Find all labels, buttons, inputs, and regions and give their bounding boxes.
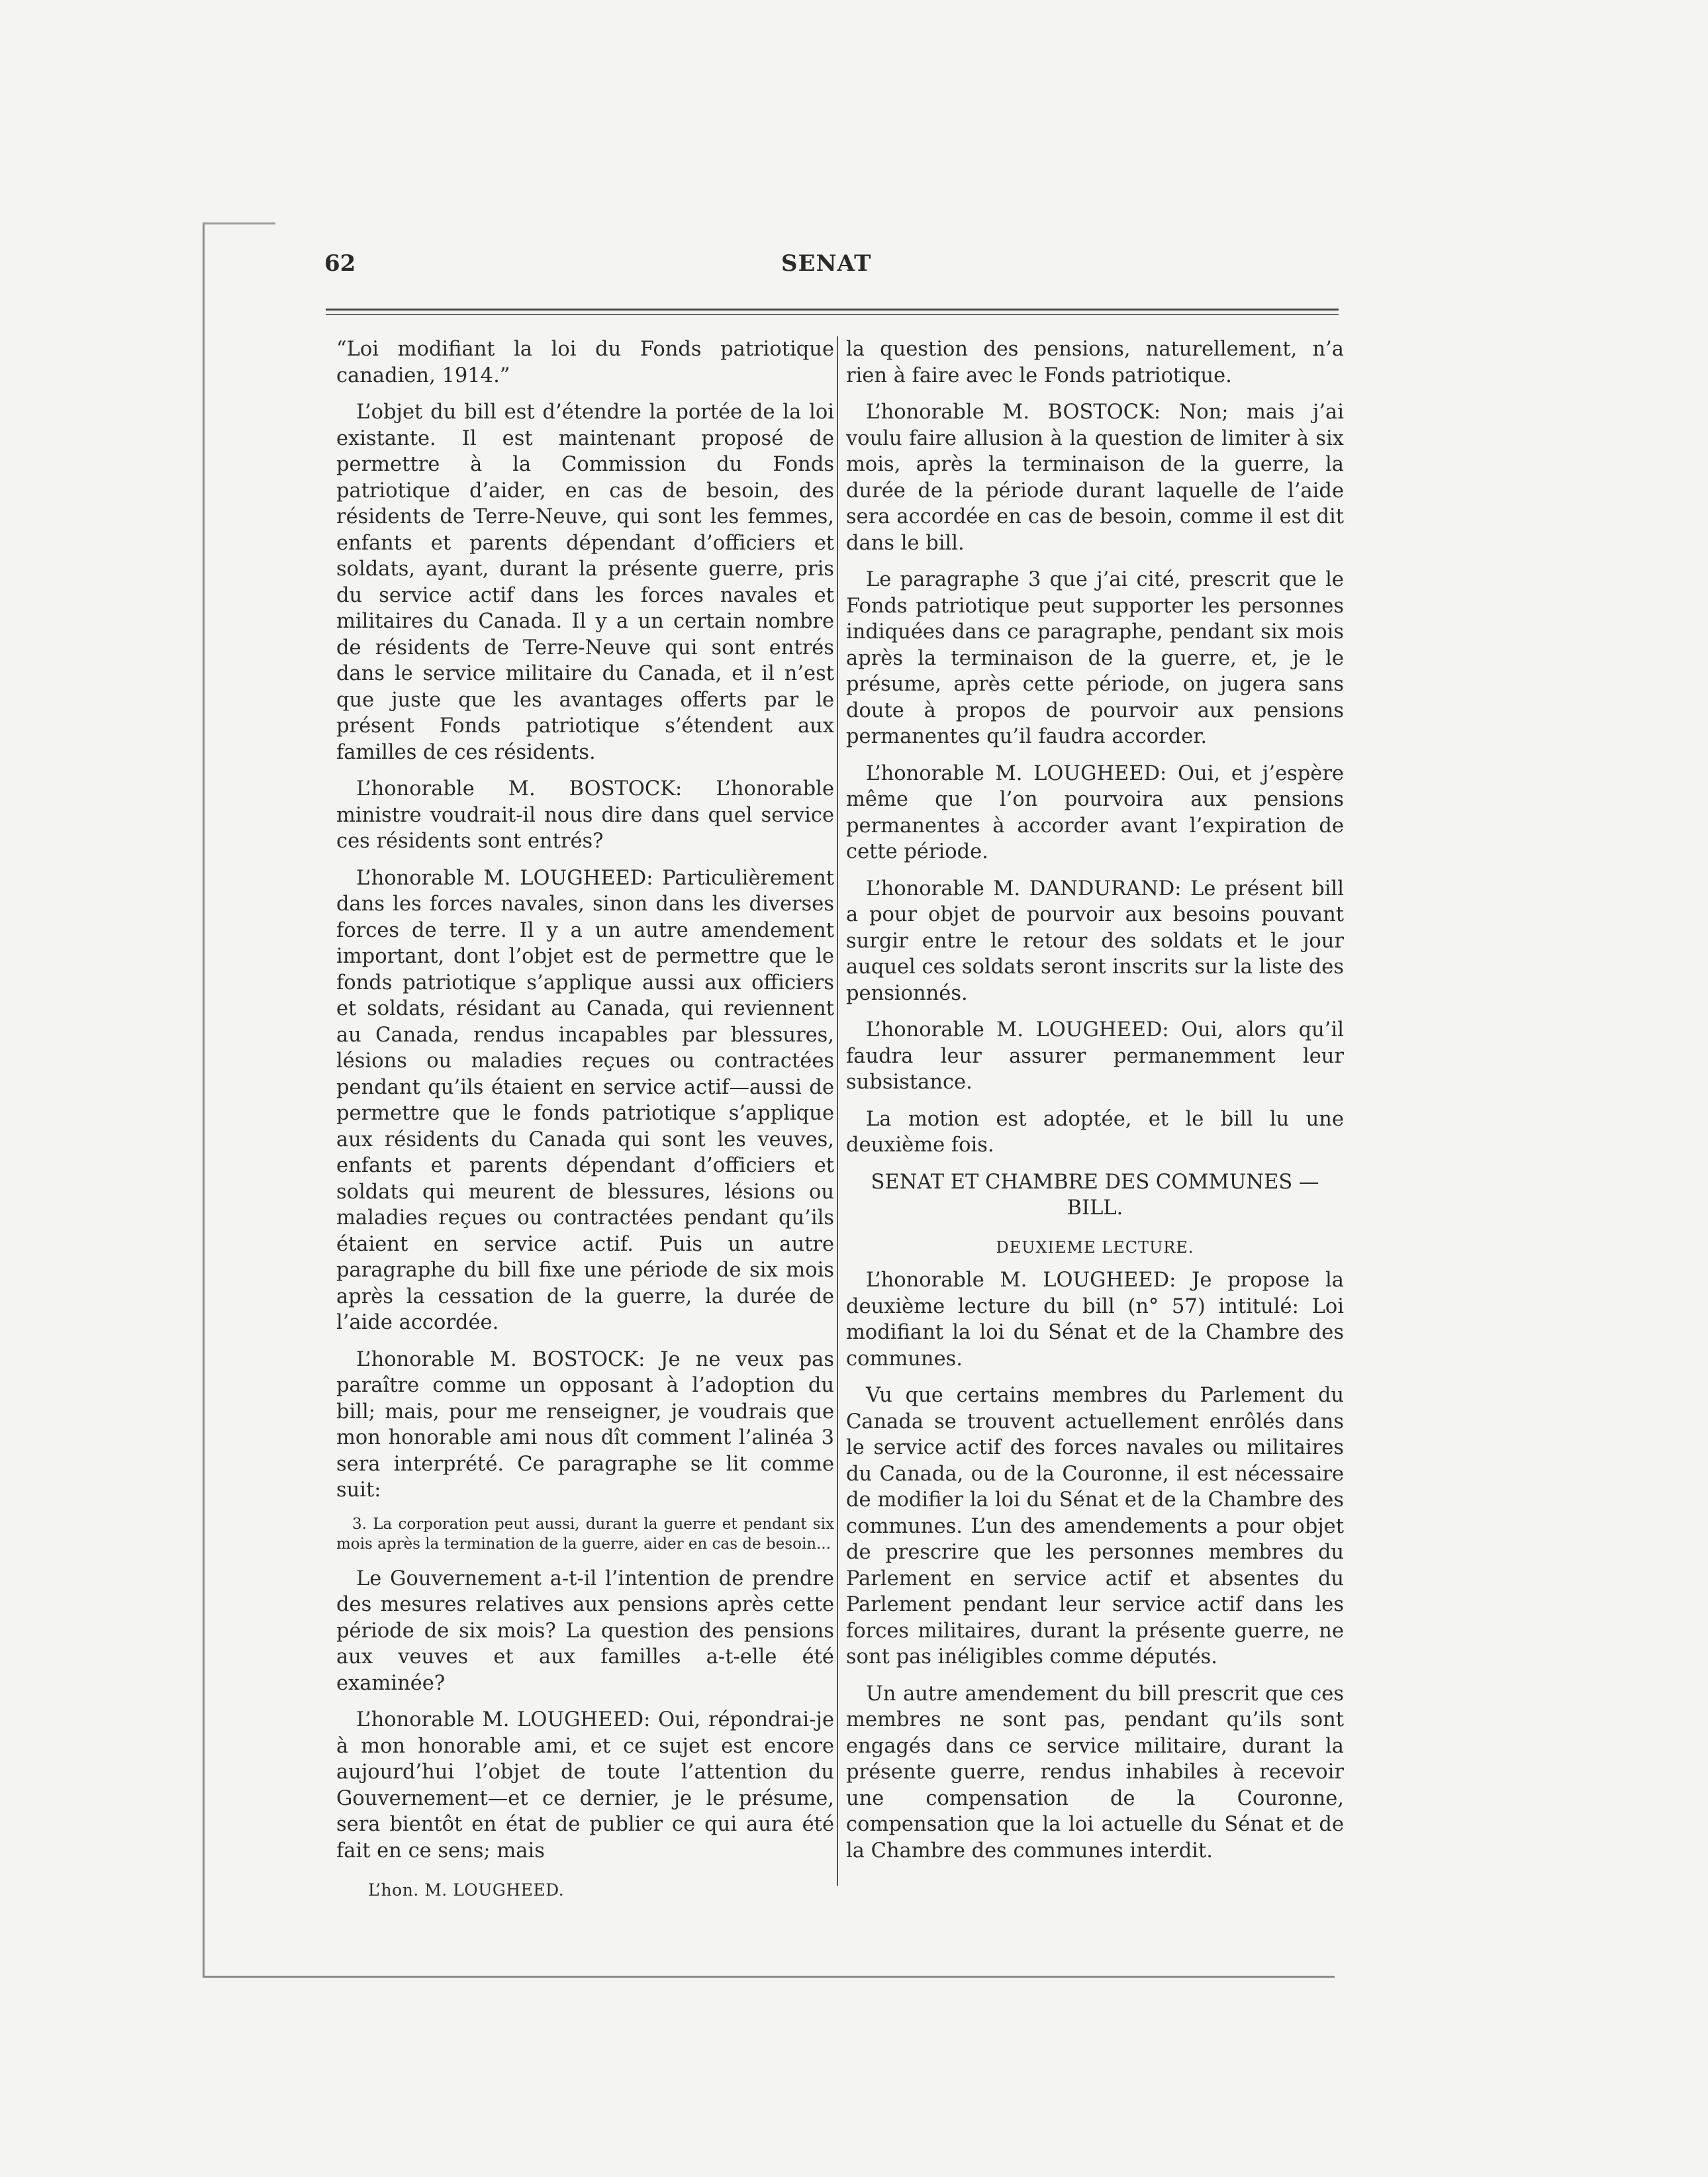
column-divider <box>837 336 838 1886</box>
scan-frame-left <box>203 222 205 1977</box>
right-paragraph: La motion est adoptée, et le bill lu une deuxième fois. <box>846 1107 1344 1157</box>
scan-frame-top <box>203 222 275 224</box>
page-number: 62 <box>324 250 356 277</box>
right-paragraph: L’honorable M. LOUGHEED: Je propose la deuxième lecture du bill (n° 57) intitulé: Loi modifiant la loi du Sénat et de la Chambre des communes. <box>846 1269 1344 1371</box>
left-paragraph: “Loi modifiant la loi du Fonds patriotique canadien, 1914.” <box>336 338 834 387</box>
right-paragraph: L’honorable M. DANDURAND: Le présent bill a pour objet de pourvoir aux besoins pouvant surgir entre le retour des soldats et le jour auquel ces soldats seront inscrits sur la liste des pensionnés. <box>846 877 1344 1005</box>
running-footer: L’hon. M. LOUGHEED. <box>368 1880 565 1900</box>
header-rule-secondary <box>326 314 1339 315</box>
header-rule <box>326 309 1339 311</box>
left-paragraph: L’honorable M. LOUGHEED: Oui, répondrai-je à mon honorable ami, et ce sujet est encore aujourd’hui l’objet de toute l’attention du Gouvernement—et ce dernier, je le présume, sera bientôt en état de publier ce qui aura été fait en ce sens; mais <box>336 1708 834 1863</box>
left-paragraph: L’objet du bill est d’étendre la portée de la loi existante. Il est maintenant proposé de permettre à la Commission du Fonds patriotique d’aider, en cas de besoin, des résidents de Terre-Neuve, qui sont les femmes, enfants et parents dépendant d’officiers et soldats, ayant, durant la présente guerre, pris du service actif dans les forces navales et militaires du Canada. Il y a un certain nombre de résidents de Terre-Neuve qui sont entrés dans le service militaire du Canada, et il n’est que juste que les avantages offerts par le présent Fonds patriotique s’étendent aux familles de ces résidents. <box>336 401 834 764</box>
running-header: SENAT <box>781 250 872 277</box>
right-paragraph: Le paragraphe 3 que j’ai cité, prescrit que le Fonds patriotique peut supporter les personnes indiquées dans ce paragraphe, pendant six mois après la terminaison de la guerre, et, je le présume, après cette période, on jugera sans doute à propos de pourvoir aux pensions permanentes qu’il faudra accorder. <box>846 568 1344 748</box>
left-column <box>336 336 834 1874</box>
left-paragraph: Le Gouvernement a-t-il l’intention de prendre des mesures relatives aux pensions après cette période de six mois? La question des pensions aux veuves et aux familles a-t-elle été examinée? <box>336 1567 834 1695</box>
right-paragraph: L’honorable M. LOUGHEED: Oui, alors qu’il faudra leur assurer permanemment leur subsistance. <box>846 1018 1344 1094</box>
sub-heading: DEUXIEME LECTURE. <box>996 1237 1194 1257</box>
left-paragraph: L’honorable M. LOUGHEED: Particulièrement dans les forces navales, sinon dans les diverses forces de terre. Il y a un autre amendement important, dont l’objet est de permettre que le fonds patriotique s’applique aussi aux officiers et soldats, résidant au Canada, qui reviennent au Canada, rendus incapables par blessures, lésions ou maladies reçues ou contractées pendant qu’ils étaient en service actif—aussi de permettre que le fonds patriotique s’applique aux résidents du Canada qui sont les veuves, enfants et parents dépendant d’officiers et soldats qui meurent de blessures, lésions ou maladies reçues ou contractées pendant qu’ils étaient en service actif. Puis un autre paragraphe du bill fixe une période de six mois après la cessation de la guerre, la durée de l’aide accordée. <box>336 866 834 1334</box>
right-paragraph: Vu que certains membres du Parlement du Canada se trouvent actuellement enrôlés dans le service actif des forces navales ou militaires du Canada, ou de la Couronne, il est nécessaire de modifier la loi du Sénat et de la Chambre des communes. L’un des amendements a pour objet de prescrire que les personnes membres du Parlement en service actif et absentes du Parlement pendant leur service actif dans les forces militaires, durant la présente guerre, ne sont pas inéligibles comme députés. <box>846 1384 1344 1669</box>
left-paragraph: L’honorable M. BOSTOCK: L’honorable ministre voudrait-il nous dire dans quel service ces résidents sont entrés? <box>336 777 834 853</box>
right-paragraph: L’honorable M. BOSTOCK: Non; mais j’ai voulu faire allusion à la question de limiter à six mois, après la terminaison de la guerre, la durée de la période durant laquelle de l’aide sera accordée en cas de besoin, comme il est dit dans le bill. <box>846 401 1344 555</box>
right-paragraph: L’honorable M. LOUGHEED: Oui, et j’espère même que l’on pourvoira aux pensions permanentes à accorder avant l’expiration de cette période. <box>846 761 1344 863</box>
right-paragraph: Un autre amendement du bill prescrit que ces membres ne sont pas, pendant qu’ils sont engagés dans ce service militaire, durant la présente guerre, rendus inhabiles à recevoir une compensation de la Couronne, compensation que la loi actuelle du Sénat et de la Chambre des communes interdit. <box>846 1682 1344 1863</box>
left-paragraph: L’honorable M. BOSTOCK: Je ne veux pas paraître comme un opposant à l’adoption du bill; mais, pour me renseigner, je voudrais que mon honorable ami nous dît comment l’alinéa 3 sera interprété. Ce paragraphe se lit comme suit: <box>336 1347 834 1502</box>
section-heading: SENAT ET CHAMBRE DES COMMUNES —BILL. <box>871 1170 1319 1220</box>
quoted-clause: 3. La corporation peut aussi, durant la guerre et pendant six mois après la termination de la guerre, aider en cas de besoin... <box>336 1515 834 1553</box>
scan-frame-bottom <box>203 1976 1335 1978</box>
right-column <box>846 336 1344 1874</box>
right-paragraph: la question des pensions, naturellement, n’a rien à faire avec le Fonds patriotique. <box>846 338 1344 387</box>
